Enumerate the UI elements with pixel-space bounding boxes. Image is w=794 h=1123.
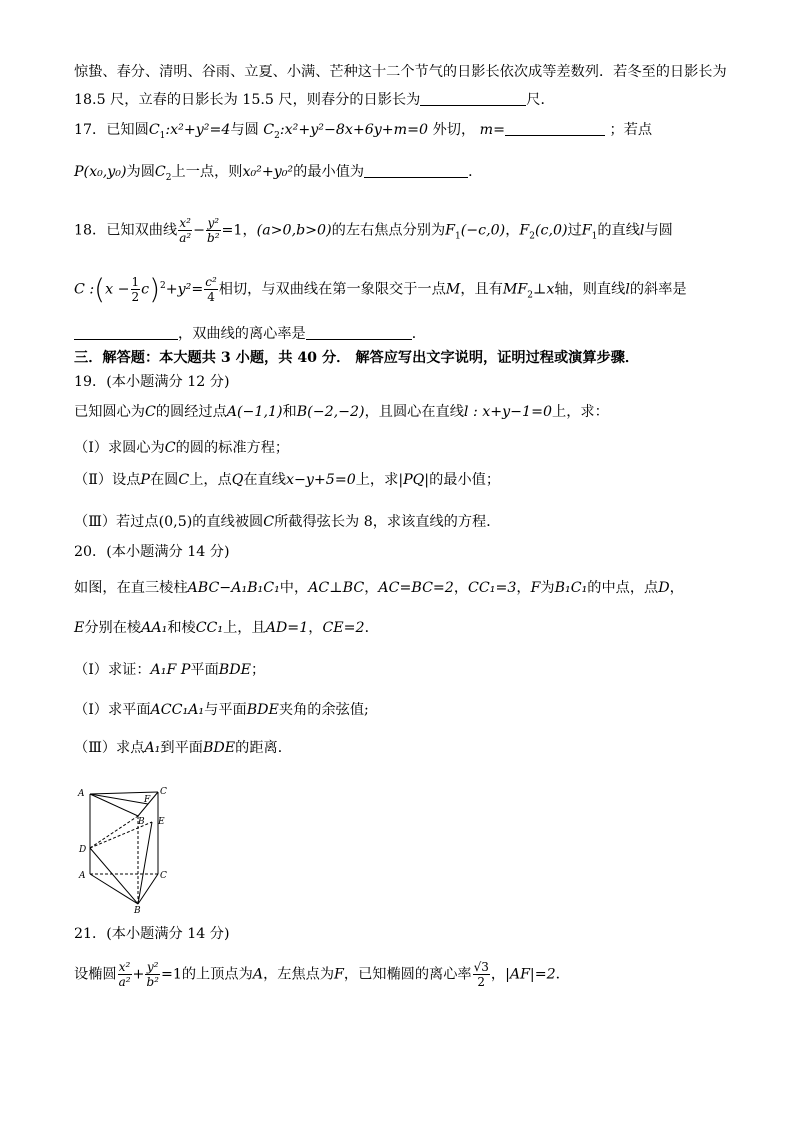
question-20: 如图，在直三棱柱ABC−A₁B₁C₁中，AC⊥BC，AC=BC=2，CC₁=3，F为B₁C₁的中点，点D， [74,580,684,596]
question-18: 18．已知双曲线 $\frac{\text{x²}}{\text{a²}}$ − $\frac{\text{y²}}{\text{b²}}$ =1，(a>0,b>0)的左右焦点分别为$F_1(-c,0)$，$F_2(c,0)$过$F_1$的直线l与圆 [74,216,673,245]
answer-blank[interactable] [364,163,468,178]
section-heading: 三．解答题：本大题共 3 小题，共 40 分． 解答应写出文字说明，证明过程或演算步骤． [74,350,640,366]
fig-label-B: B [134,906,141,916]
answer-blank[interactable] [505,121,605,136]
question-20-part1: （Ⅰ）求证：A₁F P平面BDE； [74,662,266,678]
question-19-part3: （Ⅲ）若过点(0,5)的直线被圆C所截得弦长为 8，求该直线的方程． [74,514,501,530]
question-18-cont: C :(x − $\frac{1}{2}$ c)$^2$+y²= $\frac{\text{c²}}{4}$ 相切，与双曲线在第一象限交于一点M，且有$MF_2\perp x$轴，则直线l的斜率是 [74,272,687,306]
fig-label-C: C [160,871,167,881]
question-21-head: 21．(本小题满分 14 分) [74,926,230,942]
question-18-cont2: ，双曲线的离心率是 ． [74,324,426,344]
fig-label-F: F [144,795,151,805]
question-19: 已知圆心为C的圆经过点A(−1,1)和B(−2,−2)，且圆心在直线l : x+y−1=0上，求： [74,404,609,420]
question-20-head: 20．(本小题满分 14 分) [74,544,230,560]
answer-blank[interactable] [420,91,526,106]
question-20-part3: （Ⅲ）求点A₁到平面BDE的距离． [74,740,292,756]
question-21: 设椭圆 $\frac{\text{x²}}{\text{a²}}$ + $\frac{\text{y²}}{\text{b²}}$ =1的上顶点为A，左焦点为F，已知椭圆的离心率 $\frac{√3}{2}$ ，|AF|=2． [74,960,570,989]
fig-label-D: D [79,845,87,855]
question-17: 17．已知圆$C_1:x^2+y^2=4$与圆 $C_2:x^2+y^2-8x+6y+m=0$ 外切， m= ；若点 [74,122,653,141]
fig-label-C1: C [160,787,167,797]
prism-figure [74,786,184,916]
text-line: 惊蛰、春分、清明、谷雨、立夏、小满、芒种这十二个节气的日影长依次成等差数列．若冬至的日影长为 [74,64,727,80]
question-17-cont: P(x₀,y₀)为圆$C_2$上一点，则x₀²+y₀²的最小值为 ． [74,164,483,183]
question-19-part1: （Ⅰ）求圆心为C的圆的标准方程； [74,440,290,456]
question-20-part2: （Ⅰ）求平面ACC₁A₁与平面BDE夹角的余弦值; [74,702,369,718]
fig-label-E: E [158,817,165,827]
answer-blank[interactable] [306,325,412,340]
question-19-head: 19．(本小题满分 12 分) [74,374,230,390]
fig-label-A1: A [78,789,85,799]
fig-label-B1: B [138,817,145,827]
question-20-cont: E分别在棱AA₁和棱CC₁上，且AD=1，CE=2． [74,620,379,636]
question-19-part2: （Ⅱ）设点P在圆C上，点Q在直线x−y+5=0上，求|PQ|的最小值； [74,472,501,488]
fig-label-A: A [79,871,86,881]
text-line: 18.5 尺，立春的日影长为 15.5 尺，则春分的日影长为 尺． [74,92,555,108]
answer-blank[interactable] [74,325,178,340]
